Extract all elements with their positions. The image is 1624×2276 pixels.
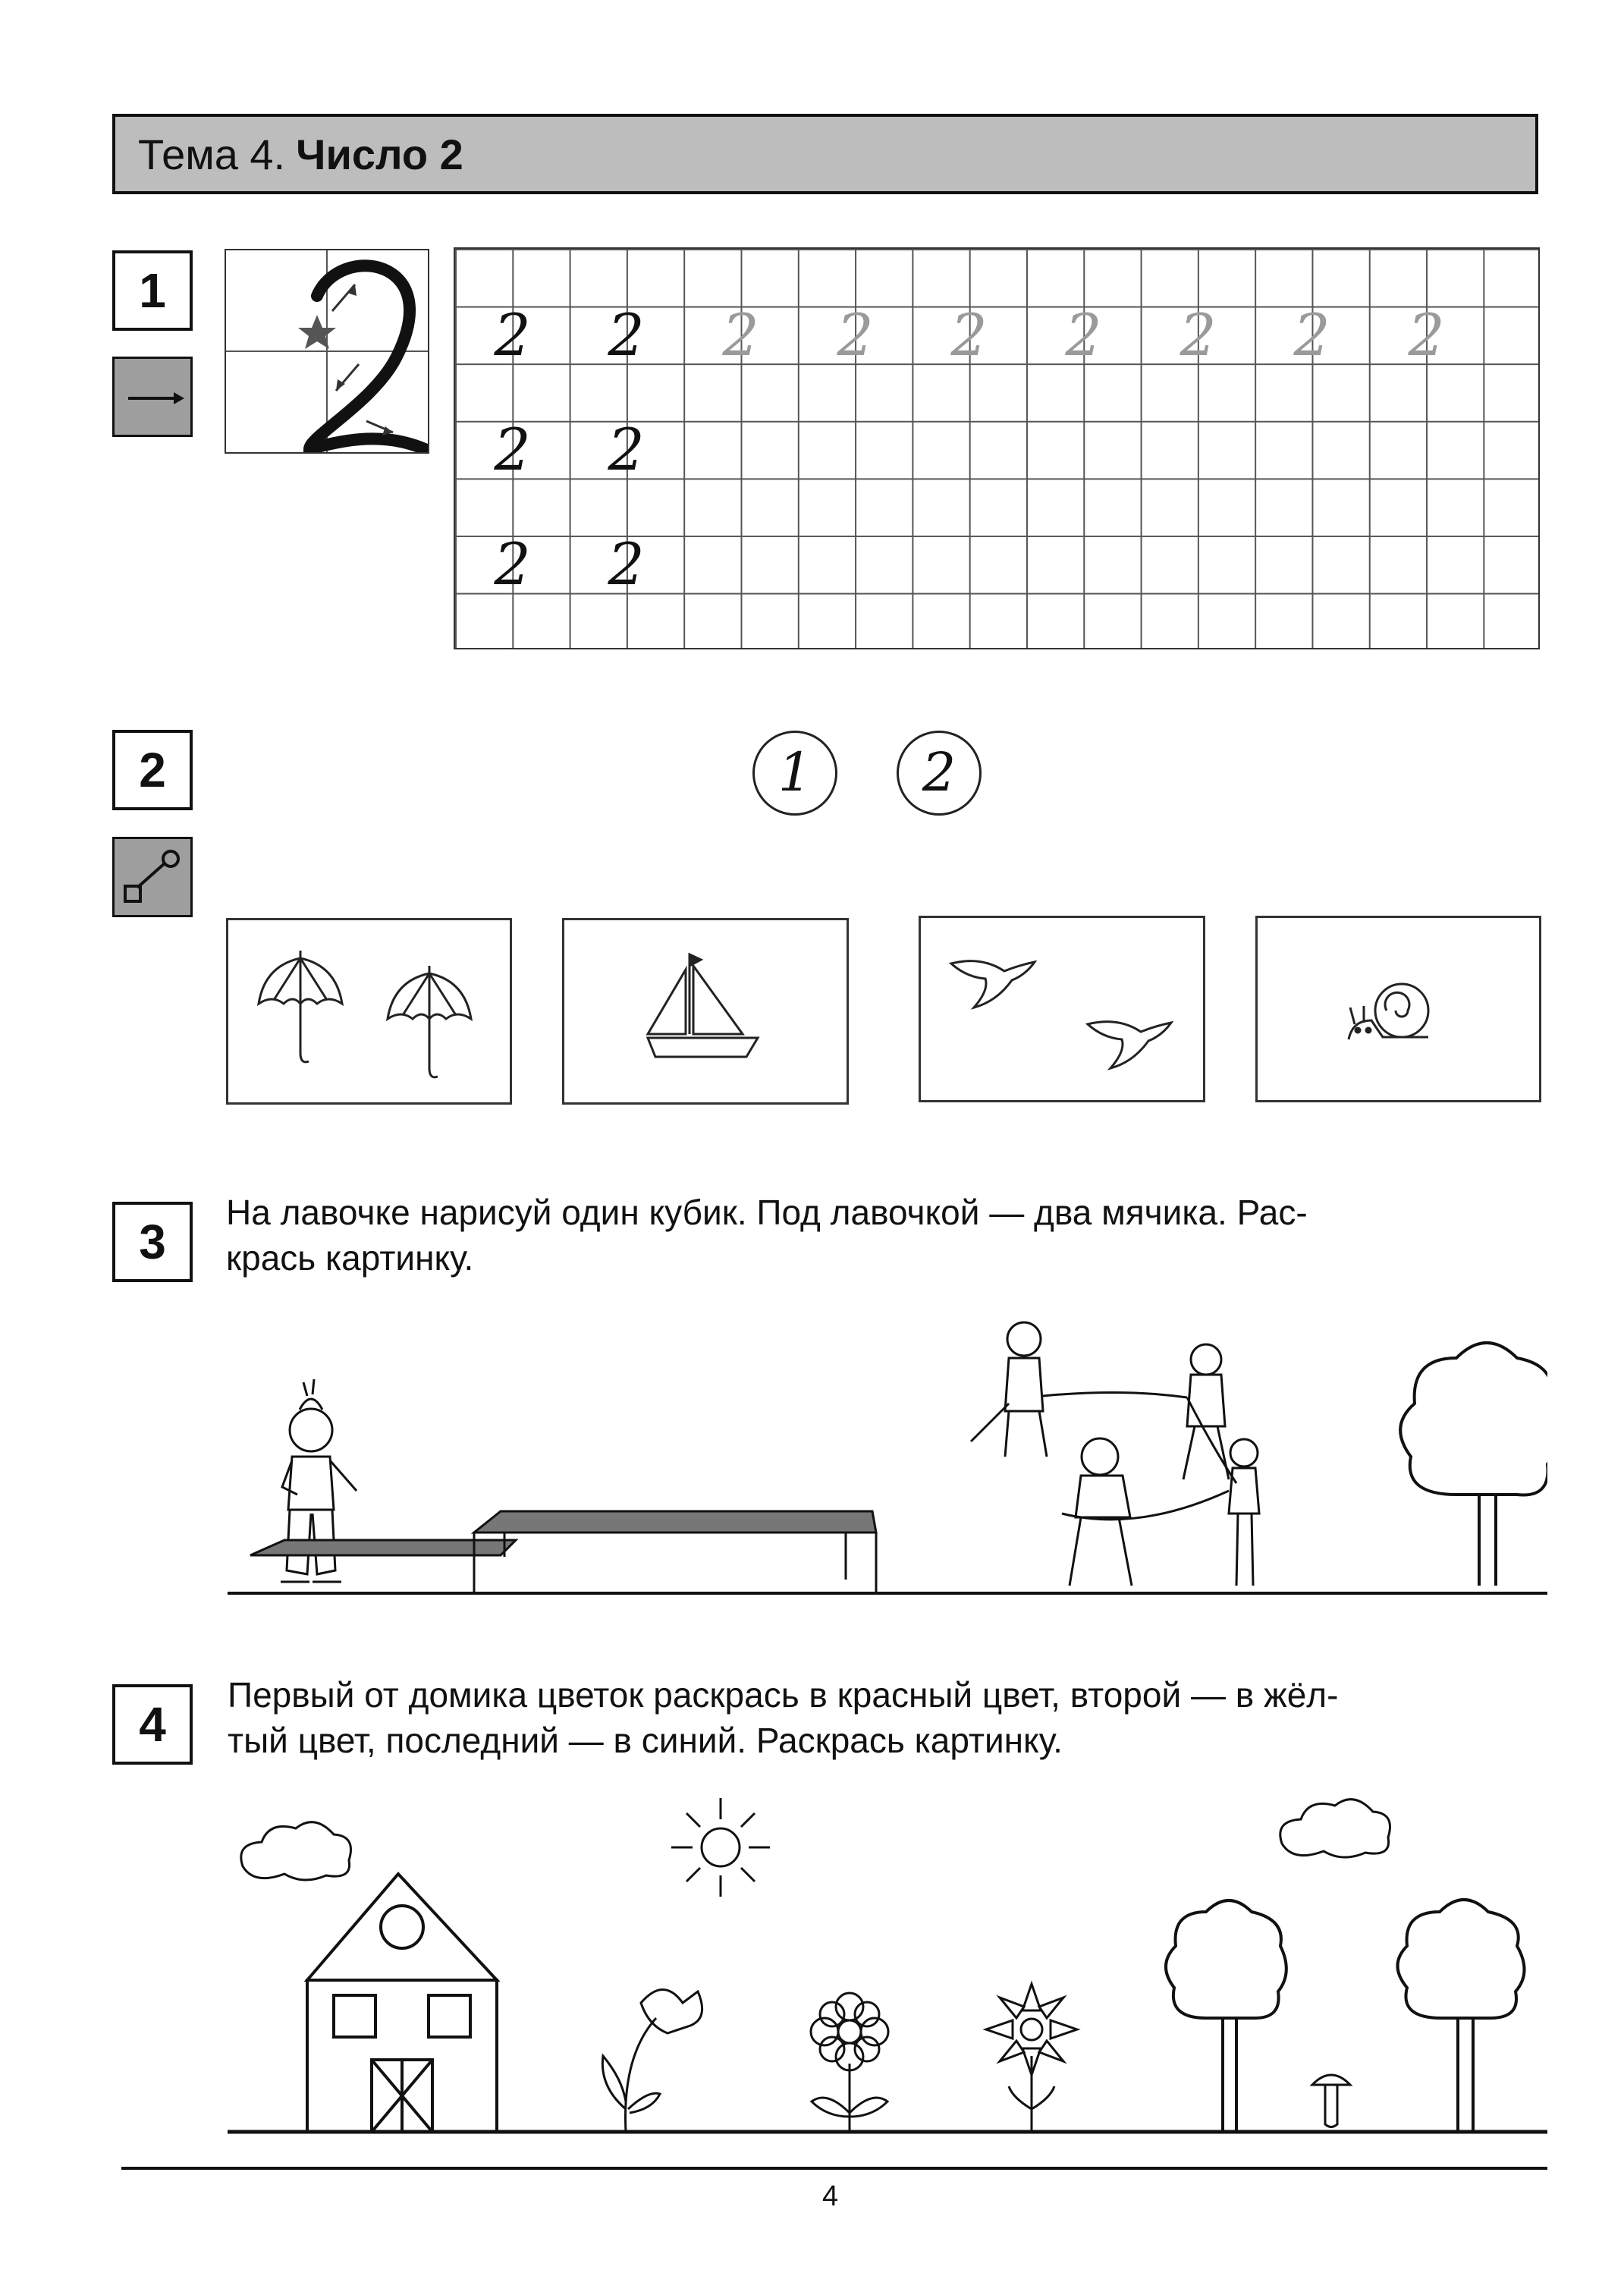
sun-icon xyxy=(671,1798,770,1897)
number-circle-2[interactable]: 2 xyxy=(897,731,982,816)
flower-cornflower-icon xyxy=(986,1984,1077,2132)
mushroom-icon xyxy=(1312,2075,1350,2127)
bird-icon xyxy=(1088,1022,1171,1068)
number-circle-1[interactable]: 1 xyxy=(752,731,837,816)
digit-trace[interactable]: 2 xyxy=(950,301,988,369)
digit-trace[interactable]: 2 xyxy=(1408,301,1445,369)
children-group xyxy=(971,1322,1259,1586)
page-number: 4 xyxy=(822,2180,839,2212)
picture-sailboat[interactable] xyxy=(562,918,849,1105)
picture-snail[interactable] xyxy=(1255,916,1541,1102)
umbrella-icon xyxy=(388,966,471,1077)
digit-trace[interactable]: 2 xyxy=(1065,301,1102,369)
flower-daisy-icon xyxy=(811,1993,888,2132)
task-2-number: 2 xyxy=(112,730,193,810)
topic-title: Тема 4. Число 2 xyxy=(138,130,463,178)
arrow-icon xyxy=(112,357,193,437)
digit-trace[interactable]: 2 xyxy=(1180,301,1217,369)
digit-solid: 2 xyxy=(494,301,531,369)
umbrella-icon xyxy=(259,951,342,1062)
bird-icon xyxy=(951,961,1035,1008)
task-4-number: 4 xyxy=(112,1684,193,1765)
task-3-number: 3 xyxy=(112,1202,193,1282)
copybook-grid[interactable] xyxy=(454,247,1540,649)
tree-icon xyxy=(1166,1900,1286,2132)
connect-lines-icon xyxy=(112,837,193,917)
digit-solid: 2 xyxy=(608,530,645,598)
task-1-number: 1 xyxy=(112,250,193,331)
task-3-text: На лавочке нарисуй один кубик. Под лавочкой — два мячика. Рас- крась картинку. xyxy=(226,1193,1308,1278)
task-4-text: Первый от домика цветок раскрась в красный цвет, второй — в жёл- тый цвет, последний — в синий. Раскрась картинку. xyxy=(228,1675,1339,1760)
sailboat-icon xyxy=(648,954,758,1057)
cloud-icon xyxy=(1280,1800,1390,1857)
cloud-icon xyxy=(241,1822,351,1880)
digit-solid: 2 xyxy=(608,301,645,369)
digit-solid: 2 xyxy=(608,416,645,483)
digit-solid: 2 xyxy=(494,416,531,483)
digit-trace[interactable]: 2 xyxy=(837,301,874,369)
footer-divider xyxy=(121,2167,1547,2170)
picture-birds[interactable] xyxy=(919,916,1205,1102)
tree-icon xyxy=(1398,1900,1525,2132)
playground-scene[interactable] xyxy=(228,1312,1547,1601)
digit-trace[interactable]: 2 xyxy=(1293,301,1330,369)
digit-solid: 2 xyxy=(494,530,531,598)
tree-icon xyxy=(1400,1343,1547,1586)
topic-header xyxy=(112,114,1538,194)
house-icon xyxy=(307,1874,497,2132)
snail-icon xyxy=(1349,984,1428,1039)
flower-bell-icon xyxy=(602,1990,702,2133)
digit-trace[interactable]: 2 xyxy=(722,301,759,369)
digit-sample-cell xyxy=(225,249,429,454)
house-flowers-scene[interactable] xyxy=(228,1790,1547,2139)
picture-umbrellas[interactable] xyxy=(226,918,512,1105)
bench-icon xyxy=(250,1511,876,1593)
